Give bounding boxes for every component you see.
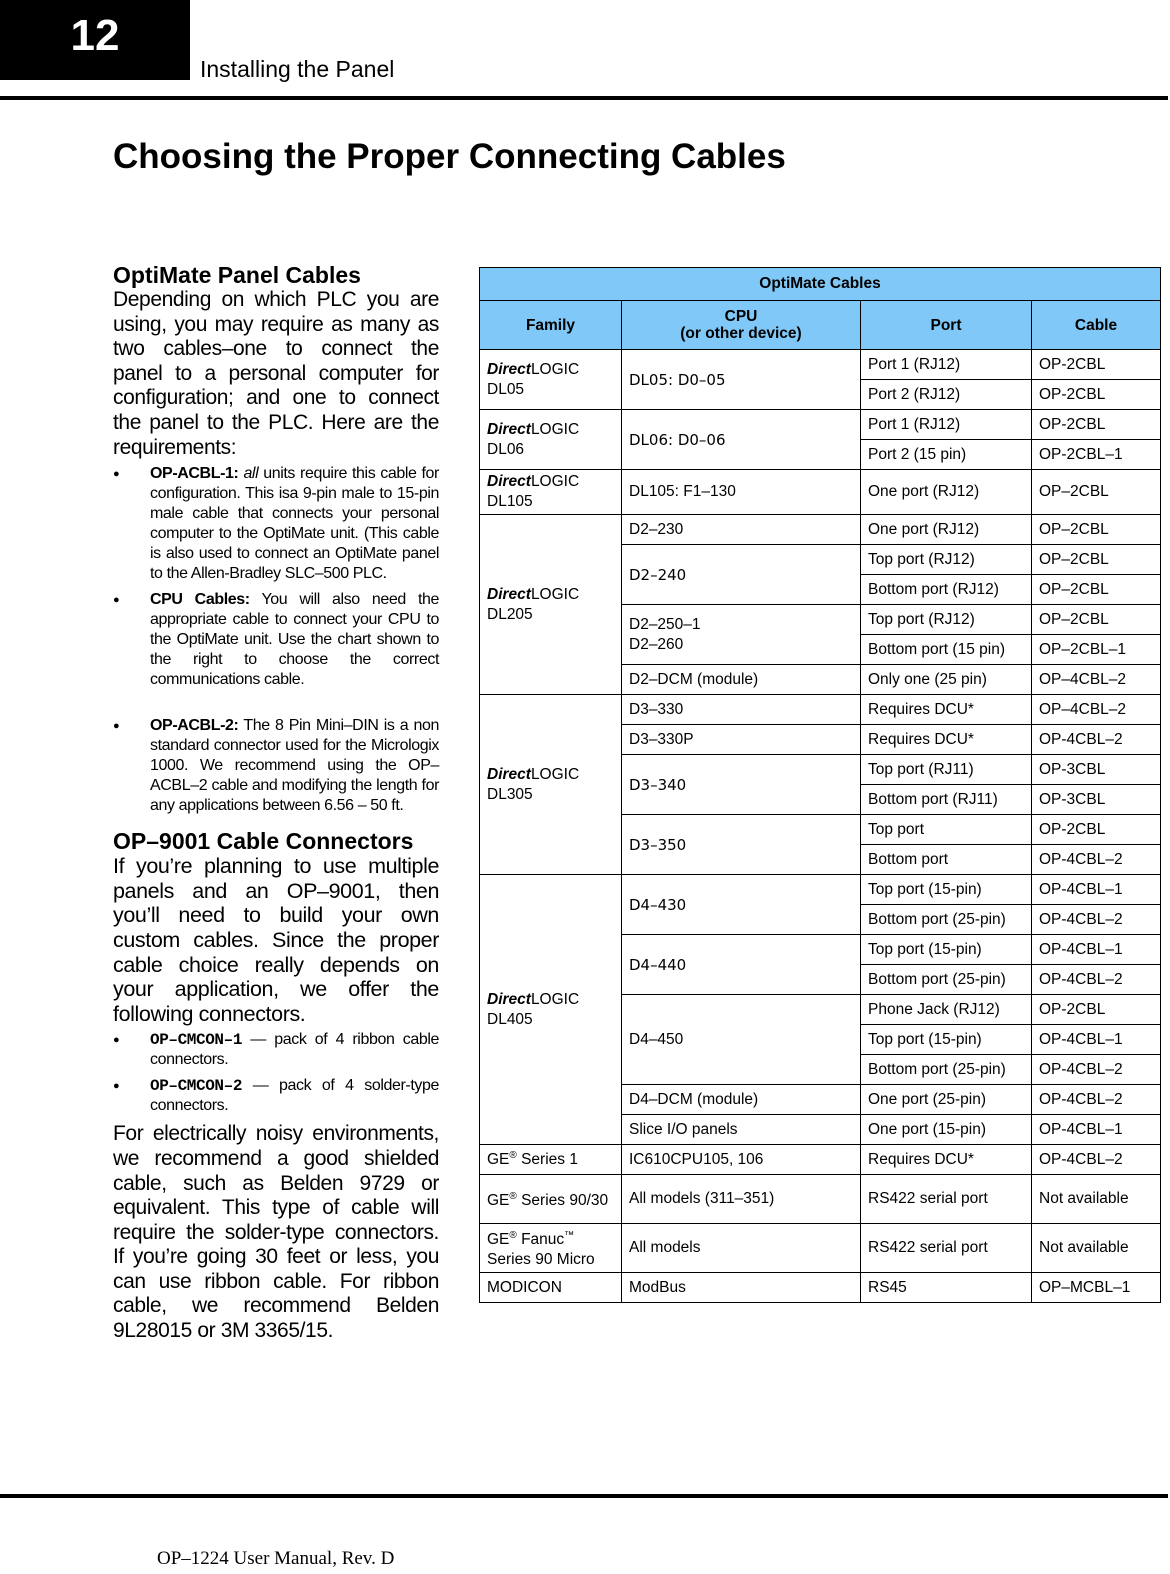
cable-name: CPU Cables:	[150, 591, 250, 609]
cable-cell: OP–2CBL	[1032, 575, 1161, 605]
cpu-cell: D4–DCM (module)	[622, 1085, 861, 1115]
port-cell: RS45	[861, 1273, 1032, 1303]
port-cell: One port (RJ12)	[861, 470, 1032, 515]
list-item	[113, 716, 439, 816]
footer-rule	[0, 1494, 1168, 1498]
cpu-cell: D2–DCM (module)	[622, 665, 861, 695]
list-item-text: The 8 Pin Mini–DIN is a non standard connector used for the Micrologix 1000. We recommend using the OP–ACBL–2 cable and modifying the length for any applications between 6.56 – 50 ft.	[150, 717, 439, 815]
port-cell: Bottom port (25-pin)	[861, 965, 1032, 995]
port-cell: Bottom port (15 pin)	[861, 635, 1032, 665]
cable-cell: OP-4CBL–1	[1032, 1115, 1161, 1145]
port-cell: Top port (RJ12)	[861, 545, 1032, 575]
cpu-cell: D3–330P	[622, 725, 861, 755]
chapter-number: 12	[70, 11, 120, 60]
cable-cell: OP–2CBL	[1032, 515, 1161, 545]
connectors-closing: For electrically noisy environments, we recommend a good shielded cable, such as Belden 9729 or equivalent. This type of cable will require the solder-type connectors. If you’re going 30 feet or less, you can use ribbon cable. For ribbon cable, we recommend Belden 9L28015 or 3M 3365/15.	[113, 1122, 439, 1343]
cpu-cell: All models (311–351)	[622, 1175, 861, 1224]
port-cell: Port 2 (15 pin)	[861, 440, 1032, 470]
cpu-cell: Slice I/O panels	[622, 1115, 861, 1145]
cable-cell: OP-2CBL	[1032, 350, 1161, 380]
family-cell: DirectLOGIC DL405	[480, 875, 622, 1145]
port-cell: Bottom port (RJ11)	[861, 785, 1032, 815]
family-cell: DirectLOGIC DL05	[480, 350, 622, 410]
cable-cell: OP-4CBL–1	[1032, 875, 1161, 905]
cable-cell: OP–2CBL–1	[1032, 635, 1161, 665]
port-cell: Top port (15-pin)	[861, 875, 1032, 905]
port-cell: Bottom port (RJ12)	[861, 575, 1032, 605]
table-row	[480, 515, 1161, 545]
cable-cell: OP-2CBL	[1032, 380, 1161, 410]
cable-cell: OP–4CBL–2	[1032, 665, 1161, 695]
cable-cell: OP-3CBL	[1032, 755, 1161, 785]
port-cell: Requires DCU*	[861, 1145, 1032, 1175]
cpu-cell: D4–450	[622, 995, 861, 1085]
table-row	[480, 1224, 1161, 1273]
family-cell: GE® Series 1	[480, 1145, 622, 1175]
table-row	[480, 470, 1161, 515]
port-cell: Top port (RJ12)	[861, 605, 1032, 635]
cpu-cell: D4–430	[622, 875, 861, 935]
connectors-heading: OP–9001 Cable Connectors	[113, 828, 414, 855]
port-cell: Top port (RJ11)	[861, 755, 1032, 785]
family-cell: DirectLOGIC DL105	[480, 470, 622, 515]
column-header-cable: Cable	[1032, 301, 1161, 350]
cpu-cell: DL06: D0–06	[622, 410, 861, 470]
port-cell: Bottom port	[861, 845, 1032, 875]
family-cell: DirectLOGIC DL305	[480, 695, 622, 875]
cpu-cell: D3–340	[622, 755, 861, 815]
panel-cables-intro: Depending on which PLC you are using, you may require as many as two cables–one to connect the panel to a personal computer for configuration; and one to connect the panel to the PLC. Here are the requirements:	[113, 288, 439, 459]
cpu-cell: D4–440	[622, 935, 861, 995]
cable-cell: OP-4CBL–1	[1032, 1025, 1161, 1055]
port-cell: Port 1 (RJ12)	[861, 410, 1032, 440]
list-item-text: units require this cable for configuration. This isa 9-pin male to 15-pin male cable that connects your personal computer to the OptiMate unit. (This cable is also used to connect an OptiMate panel to the Allen-Bradley SLC–500 PLC.	[150, 465, 439, 583]
family-cell: MODICON	[480, 1273, 622, 1303]
cable-cell: OP-4CBL–2	[1032, 905, 1161, 935]
column-header-cpu: CPU (or other device)	[622, 301, 861, 350]
cpu-cell: D2–240	[622, 545, 861, 605]
port-cell: One port (25-pin)	[861, 1085, 1032, 1115]
cable-cell: OP-4CBL–2	[1032, 1085, 1161, 1115]
table-row	[480, 350, 1161, 380]
port-cell: Bottom port (25-pin)	[861, 905, 1032, 935]
cpu-cell: DL105: F1–130	[622, 470, 861, 515]
column-header-port: Port	[861, 301, 1032, 350]
cable-cell: Not available	[1032, 1224, 1161, 1273]
cable-cell: OP–2CBL	[1032, 470, 1161, 515]
cable-cell: OP-2CBL	[1032, 410, 1161, 440]
cpu-cell: D3–330	[622, 695, 861, 725]
cable-cell: Not available	[1032, 1175, 1161, 1224]
cable-cell: OP-4CBL–2	[1032, 965, 1161, 995]
port-cell: Phone Jack (RJ12)	[861, 995, 1032, 1025]
cpu-cell: All models	[622, 1224, 861, 1273]
port-cell: Top port	[861, 815, 1032, 845]
cable-cell: OP–MCBL–1	[1032, 1273, 1161, 1303]
list-item	[113, 464, 439, 584]
optimate-cables-table	[479, 267, 1161, 1303]
header-rule	[0, 96, 1168, 100]
cpu-cell: D2–250–1 D2–260	[622, 605, 861, 665]
family-cell: GE® Fanuc™ Series 90 Micro	[480, 1224, 622, 1273]
connector-name: OP–CMCON–1	[150, 1031, 243, 1050]
emphasis: all	[243, 465, 259, 483]
column-header-family: Family	[480, 301, 622, 350]
port-cell: Requires DCU*	[861, 725, 1032, 755]
port-cell: Top port (15-pin)	[861, 935, 1032, 965]
cable-cell: OP-2CBL	[1032, 815, 1161, 845]
left-column	[113, 262, 439, 1344]
cable-cell: OP-2CBL	[1032, 995, 1161, 1025]
table-row	[480, 410, 1161, 440]
footer-text: OP–1224 User Manual, Rev. D	[157, 1548, 395, 1569]
cable-cell: OP-4CBL–2	[1032, 1145, 1161, 1175]
panel-cables-heading: OptiMate Panel Cables	[113, 262, 361, 288]
port-cell: Bottom port (25-pin)	[861, 1055, 1032, 1085]
cpu-cell: ModBus	[622, 1273, 861, 1303]
port-cell: Port 1 (RJ12)	[861, 350, 1032, 380]
table-row	[480, 1175, 1161, 1224]
table-row	[480, 875, 1161, 905]
cable-cell: OP-4CBL–1	[1032, 935, 1161, 965]
list-item-text: — pack of 4 solder-type connectors.	[150, 1077, 439, 1115]
cpu-cell: D2–230	[622, 515, 861, 545]
family-cell: DirectLOGIC DL205	[480, 515, 622, 695]
cable-cell: OP-2CBL–1	[1032, 440, 1161, 470]
cable-cell: OP-4CBL–2	[1032, 725, 1161, 755]
port-cell: One port (15-pin)	[861, 1115, 1032, 1145]
list-item-text: You will also need the appropriate cable to connect your CPU to the OptiMate unit. Use the chart shown to the right to choose the correct communications cable.	[150, 591, 439, 689]
cpu-cell: D3–350	[622, 815, 861, 875]
family-cell: GE® Series 90/30	[480, 1175, 622, 1224]
connectors-list	[113, 1030, 439, 1116]
table-row	[480, 695, 1161, 725]
panel-cables-list	[113, 464, 439, 816]
connectors-intro: If you’re planning to use multiple panels and an OP–9001, then you’ll need to build your own custom cables. Since the proper cable choice really depends on your application, we offer the following connectors.	[113, 854, 439, 1026]
table-row	[480, 1273, 1161, 1303]
chapter-title: Installing the Panel	[200, 56, 395, 82]
list-item	[113, 590, 439, 690]
cable-cell: OP–4CBL–2	[1032, 695, 1161, 725]
cable-name: OP-ACBL-2:	[150, 717, 239, 735]
table-row	[480, 1145, 1161, 1175]
table-title: OptiMate Cables	[480, 268, 1161, 301]
port-cell: Only one (25 pin)	[861, 665, 1032, 695]
page-title: Choosing the Proper Connecting Cables	[113, 137, 786, 176]
cable-cell: OP-4CBL–2	[1032, 1055, 1161, 1085]
port-cell: Requires DCU*	[861, 695, 1032, 725]
port-cell: RS422 serial port	[861, 1175, 1032, 1224]
port-cell: Port 2 (RJ12)	[861, 380, 1032, 410]
port-cell: RS422 serial port	[861, 1224, 1032, 1273]
list-item	[113, 1076, 439, 1116]
port-cell: Top port (15-pin)	[861, 1025, 1032, 1055]
cable-cell: OP–2CBL	[1032, 545, 1161, 575]
list-item	[113, 1030, 439, 1070]
connector-name: OP–CMCON–2	[150, 1077, 243, 1096]
cable-cell: OP–2CBL	[1032, 605, 1161, 635]
cpu-cell: DL05: D0–05	[622, 350, 861, 410]
cable-name: OP-ACBL-1:	[150, 465, 239, 483]
cable-cell: OP-4CBL–2	[1032, 845, 1161, 875]
chapter-number-box	[0, 0, 190, 80]
cable-cell: OP-3CBL	[1032, 785, 1161, 815]
family-cell: DirectLOGIC DL06	[480, 410, 622, 470]
cpu-cell: IC610CPU105, 106	[622, 1145, 861, 1175]
port-cell: One port (RJ12)	[861, 515, 1032, 545]
list-item-text: — pack of 4 ribbon cable connectors.	[150, 1031, 439, 1069]
